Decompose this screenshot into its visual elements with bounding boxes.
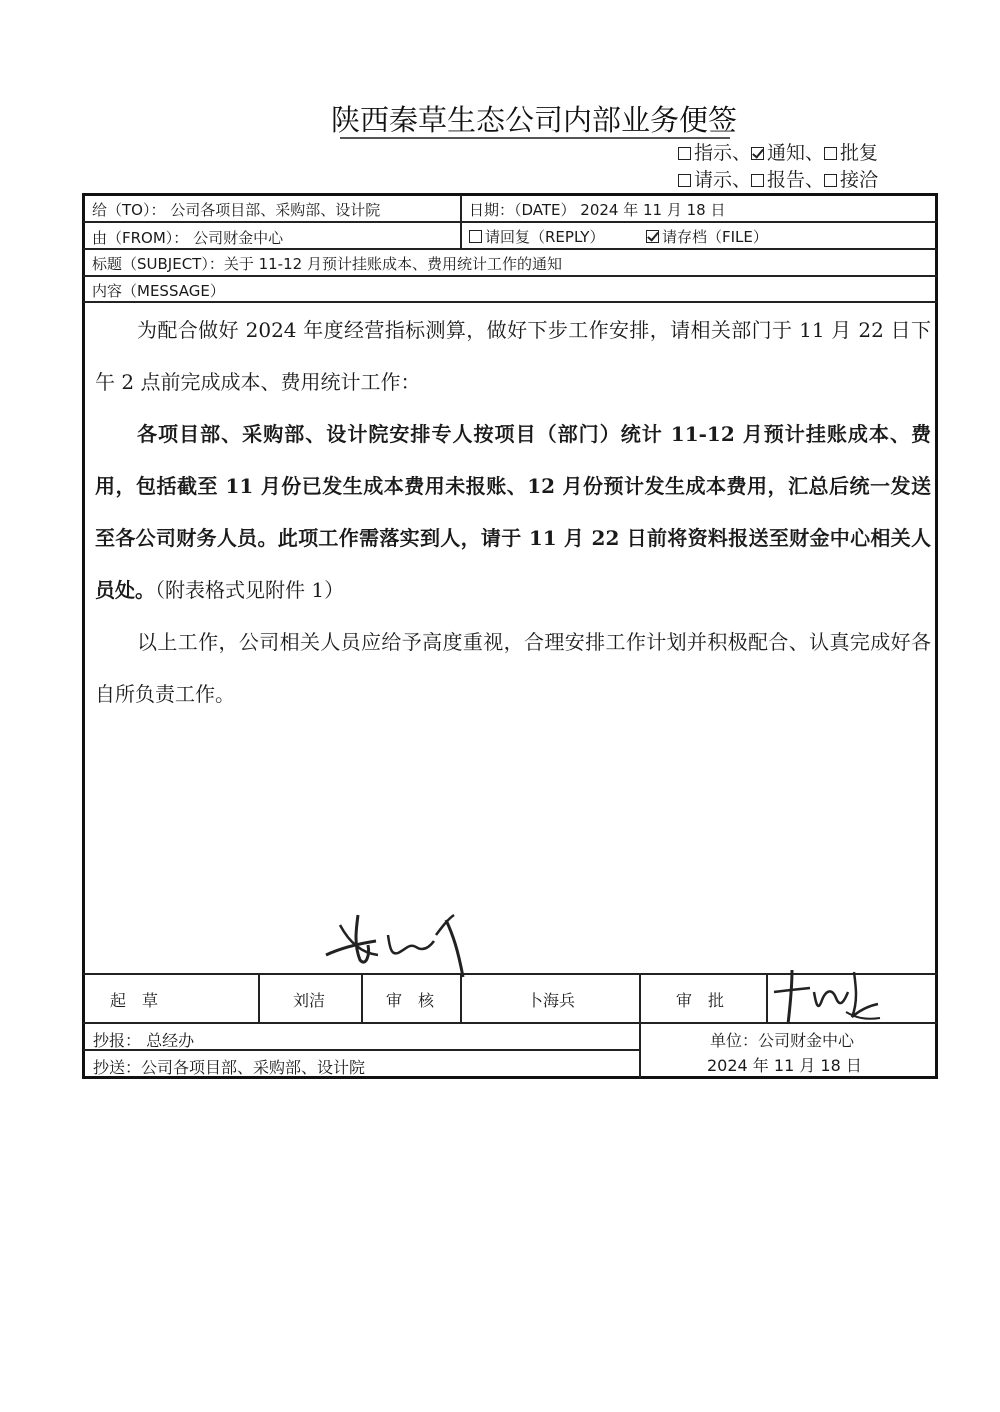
message-paragraph: 以上工作，公司相关人员应给予高度重视，合理安排工作计划并积极配合、认真完成好各自所负责工作。 <box>95 630 931 706</box>
type-option-instruct: 指示、 <box>678 142 751 164</box>
memo-title: 陕西秦草生态公司内部业务便签 <box>330 103 737 137</box>
reply-option: 请回复（REPLY） <box>469 226 604 247</box>
checkbox-icon <box>469 230 482 243</box>
type-option-contact: 接洽 <box>824 169 878 191</box>
type-row-1 <box>678 140 878 167</box>
checked-checkbox-icon <box>646 230 659 243</box>
file-option: 请存档（FILE） <box>646 226 768 247</box>
message-attachment-note: （附表格式见附件 1） <box>155 578 345 602</box>
message-paragraph <box>95 408 931 616</box>
issue-date: 2024 年 11 月 18 日 <box>707 1056 862 1075</box>
from-field: 由（FROM）： 公司财金中心 <box>92 229 284 247</box>
issuing-unit: 单位：公司财金中心 <box>710 1031 855 1050</box>
date-field: 日期：（DATE） 2024 年 11 月 18 日 <box>469 201 726 219</box>
divider <box>83 275 937 277</box>
divider <box>83 221 937 223</box>
checkbox-icon <box>824 174 837 187</box>
divider <box>460 974 462 1022</box>
divider <box>639 974 641 1078</box>
memo-type-options <box>678 140 878 194</box>
signature-reviewer <box>318 905 483 980</box>
send-to-line: 抄送：公司各项目部、采购部、设计院 <box>93 1058 366 1077</box>
divider <box>460 195 462 249</box>
type-option-notice: 通知、 <box>751 142 824 164</box>
report-to-line: 抄报： 总经办 <box>93 1031 195 1050</box>
type-option-request: 请示、 <box>678 169 751 191</box>
message-label: 内容（MESSAGE） <box>92 282 225 300</box>
review-label: 审 核 <box>386 991 435 1010</box>
type-row-2 <box>678 167 878 194</box>
divider <box>83 248 937 250</box>
approve-label: 审 批 <box>676 991 725 1010</box>
message-bold-text: 各项目部、采购部、设计院安排专人按项目（部门）统计 11-12 月预计挂账成本、费用，包括截至 11 月份已发生成本费用未报账、12 月份预计发生成本费用，汇总后统一发送至各公司财务人员。此项工作需落实到人，请于 11 月 22 日前将资料报送至财金中心相关人员处。 <box>95 422 931 602</box>
divider <box>361 974 363 1022</box>
type-option-reply: 批复 <box>824 142 878 164</box>
type-option-report: 报告、 <box>751 169 824 191</box>
divider <box>258 974 260 1022</box>
checkbox-icon <box>751 174 764 187</box>
checkbox-icon <box>678 174 691 187</box>
title-underline <box>340 137 730 139</box>
subject-field: 标题（SUBJECT）：关于 11-12 月预计挂账成本、费用统计工作的通知 <box>92 255 562 273</box>
signature-approver <box>770 962 885 1032</box>
message-body <box>95 304 931 720</box>
checked-checkbox-icon <box>751 147 764 160</box>
checkbox-icon <box>824 147 837 160</box>
to-field: 给（TO）： 公司各项目部、采购部、设计院 <box>92 201 381 219</box>
divider <box>83 301 937 303</box>
checkbox-icon <box>678 147 691 160</box>
divider <box>766 974 768 1022</box>
reviewer-name: 卜海兵 <box>527 991 576 1010</box>
message-paragraph: 为配合做好 2024 年度经营指标测算，做好下步工作安排，请相关部门于 11 月 22 日下午 2 点前完成成本、费用统计工作： <box>95 318 931 394</box>
draft-label: 起 草 <box>110 991 159 1010</box>
drafter-name: 刘洁 <box>293 991 326 1010</box>
